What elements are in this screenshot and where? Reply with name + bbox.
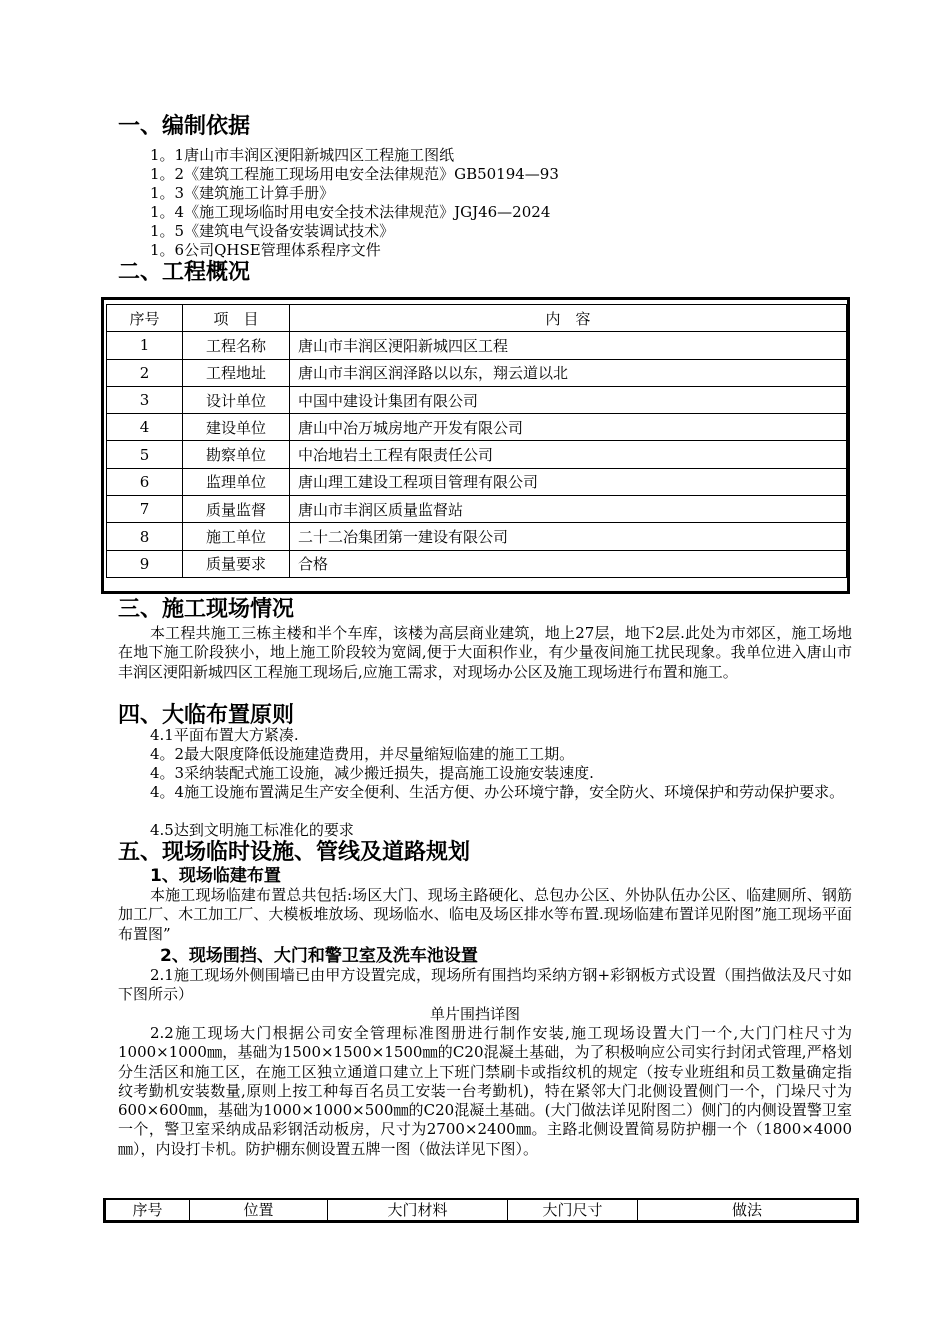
temp-facilities-text: 本施工现场临建布置总共包括:场区大门、现场主路硬化、总包办公区、外协队伍办公区、临建厕所、钢筋加工厂、木工加工厂、大模板堆放场、现场临水、临电及场区排水等布置.现场临建布置详见附图”施工现场平面布置图” (118, 886, 852, 943)
table-cell: 唐山市丰润区质量监督站 (290, 496, 847, 523)
basis-item: 1。5《建筑电气设备安装调试技术》 (150, 222, 395, 240)
table-row (107, 359, 847, 386)
basis-item: 1。1唐山市丰润区浭阳新城四区工程施工图纸 (150, 146, 455, 164)
principle-item: 4.5达到文明施工标准化的要求 (150, 821, 354, 839)
subsection-title: 2、现场围挡、大门和警卫室及洗车池设置 (160, 946, 478, 966)
site-description: 本工程共施工三栋主楼和半个车库，该楼为高层商业建筑，地上27层，地下2层.此处为市郊区，施工场地在地下施工阶段狭小，地上施工阶段较为宽阔,便于大面积作业，有少量夜间施工扰民现象。我单位进入唐山市丰润区浭阳新城四区工程施工现场后,应施工需求，对现场办公区及施工现场进行布置和施工。 (118, 624, 852, 681)
table-cell: 6 (107, 468, 183, 495)
table-cell: 质量要求 (183, 550, 290, 577)
table-cell: 质量监督 (183, 496, 290, 523)
table-cell: 9 (107, 550, 183, 577)
basis-item: 1。4《施工现场临时用电安全技术法律规范》JGJ46—2024 (150, 203, 551, 221)
table-header: 大门尺寸 (508, 1200, 638, 1220)
table-header: 做法 (638, 1200, 857, 1220)
table-cell: 8 (107, 523, 183, 550)
table-row (107, 441, 847, 468)
principle-item: 4.1平面布置大方紧凑. (150, 726, 299, 744)
subsection-title: 1、现场临建布置 (150, 866, 281, 886)
table-header: 内 容 (290, 305, 847, 332)
table-row (107, 414, 847, 441)
table-cell: 唐山市丰润区润泽路以以东，翔云道以北 (290, 359, 847, 386)
table-header: 项 目 (183, 305, 290, 332)
table-cell: 施工单位 (183, 523, 290, 550)
table-header-row (106, 1200, 857, 1220)
section-1-title: 一、编制依据 (118, 114, 251, 139)
basis-item: 1。2《建筑工程施工现场用电安全法律规范》GB50194—93 (150, 165, 559, 183)
table-cell: 3 (107, 386, 183, 413)
table-cell: 唐山中冶万城房地产开发有限公司 (290, 414, 847, 441)
principle-item: 4。2最大限度降低设施建造费用，并尽量缩短临建的施工工期。 (150, 745, 575, 763)
table-row (107, 386, 847, 413)
table-cell: 5 (107, 441, 183, 468)
table-cell: 合格 (290, 550, 847, 577)
section-3-title: 三、施工现场情况 (118, 597, 295, 622)
section-4-title: 四、大临布置原则 (118, 703, 295, 728)
table-cell: 工程地址 (183, 359, 290, 386)
table-header: 位置 (190, 1200, 328, 1220)
gate-table (105, 1200, 857, 1220)
table-header: 序号 (106, 1200, 190, 1220)
table-cell: 工程名称 (183, 332, 290, 359)
principle-item: 4。4施工设施布置满足生产安全便利、生活方便、办公环境宁静，安全防火、环境保护和劳动保护要求。 (150, 783, 845, 801)
figure-caption: 单片围挡详图 (430, 1005, 521, 1023)
section-2-title: 二、工程概况 (118, 260, 251, 285)
table-row (107, 550, 847, 577)
table-cell: 1 (107, 332, 183, 359)
table-cell: 中国中建设计集团有限公司 (290, 386, 847, 413)
table-cell: 建设单位 (183, 414, 290, 441)
table-cell: 7 (107, 496, 183, 523)
overview-table (106, 304, 847, 578)
table-cell: 中冶地岩土工程有限责任公司 (290, 441, 847, 468)
table-cell: 4 (107, 414, 183, 441)
table-row (107, 523, 847, 550)
table-row (107, 496, 847, 523)
table-header: 大门材料 (328, 1200, 508, 1220)
gate-text: 2.2施工现场大门根据公司安全管理标准图册进行制作安装,施工现场设置大门一个,大门门柱尺寸为1000×1000㎜，基础为1500×1500×1500㎜的C20混凝土基础，为了积极响应公司实行封闭式管理,严格划分生活区和施工区，在施工区独立通道口建立上下班门禁刷卡或指纹机的规定（按专业班组和员工数量确定指纹考勤机安装数量,原则上按工种每百名员工安装一台考勤机)，特在紧邻大门北侧设置侧门一个，门垛尺寸为600×600㎜，基础为1000×1000×500㎜的C20混凝土基础。(大门做法详见附图二）侧门的内侧设置警卫室一个，警卫室采纳成品彩钢活动板房，尺寸为2700×2400㎜。主路北侧设置简易防护棚一个（1800×4000㎜），内设打卡机。防护棚东侧设置五牌一图（做法详见下图）。 (118, 1024, 852, 1158)
principle-item: 4。3采纳装配式施工设施，减少搬迁损失，提高施工设施安装速度. (150, 764, 594, 782)
table-row (107, 332, 847, 359)
table-cell: 2 (107, 359, 183, 386)
basis-item: 1。6公司QHSE管理体系程序文件 (150, 241, 381, 259)
table-header: 序号 (107, 305, 183, 332)
basis-item: 1。3《建筑施工计算手册》 (150, 184, 335, 202)
section-5-title: 五、现场临时设施、管线及道路规划 (118, 840, 471, 865)
table-row (107, 468, 847, 495)
table-cell: 唐山市丰润区浭阳新城四区工程 (290, 332, 847, 359)
table-cell: 唐山理工建设工程项目管理有限公司 (290, 468, 847, 495)
table-cell: 设计单位 (183, 386, 290, 413)
fence-text: 2.1施工现场外侧围墙已由甲方设置完成，现场所有围挡均采纳方钢+彩钢板方式设置（围挡做法及尺寸如下图所示） (118, 966, 852, 1004)
table-cell: 勘察单位 (183, 441, 290, 468)
table-cell: 监理单位 (183, 468, 290, 495)
table-cell: 二十二冶集团第一建设有限公司 (290, 523, 847, 550)
table-header-row (107, 305, 847, 332)
